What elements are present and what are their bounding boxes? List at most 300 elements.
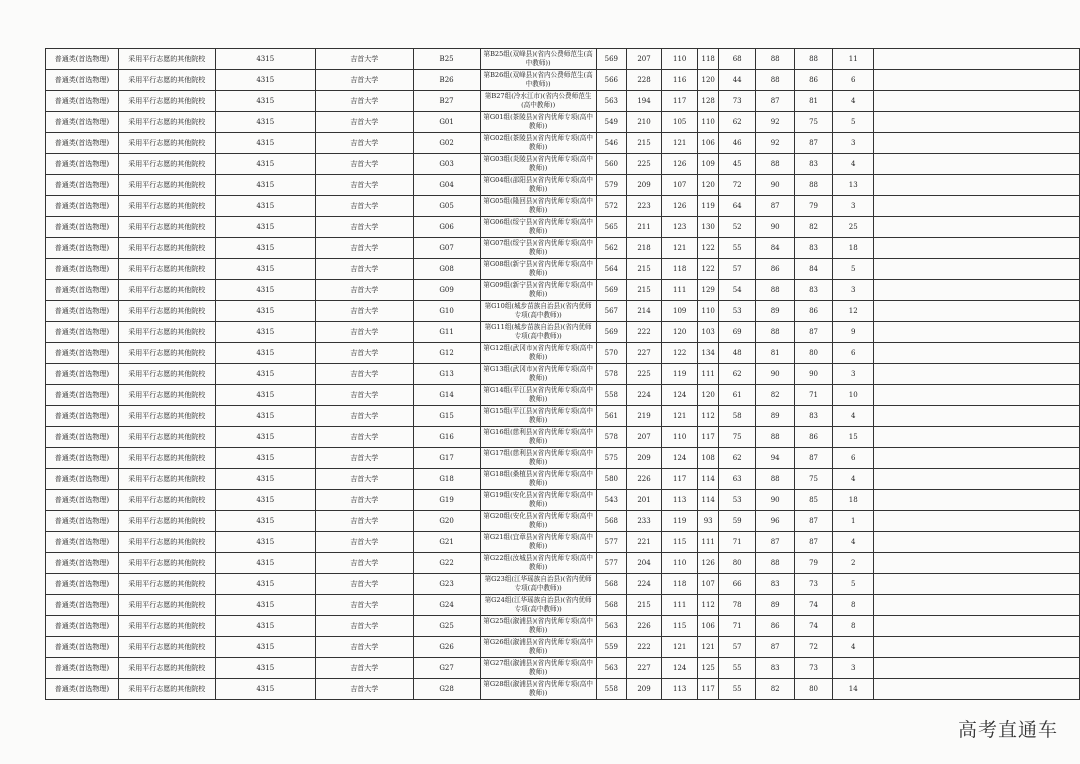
category-cell: 普通类(首选物理) bbox=[46, 553, 119, 574]
group-code-cell: G28 bbox=[413, 679, 480, 700]
school-name-cell: 吉首大学 bbox=[315, 679, 413, 700]
admitted-count-cell: 1 bbox=[833, 511, 874, 532]
batch-cell: 采用平行志愿的其他院校 bbox=[118, 217, 215, 238]
group-name-cell: 第G01组(茶陵县)(省内优师专项(高中教师)) bbox=[480, 112, 596, 133]
school-code-cell: 4315 bbox=[215, 595, 315, 616]
group-code-cell: G13 bbox=[413, 364, 480, 385]
english-score-cell: 110 bbox=[698, 301, 719, 322]
table-row bbox=[46, 301, 1080, 322]
table-row bbox=[46, 553, 1080, 574]
elective2-score-cell: 86 bbox=[795, 427, 833, 448]
group-code-cell: G25 bbox=[413, 616, 480, 637]
school-name-cell: 吉首大学 bbox=[315, 175, 413, 196]
max-score-cell: 563 bbox=[596, 658, 626, 679]
elective2-score-cell: 73 bbox=[795, 574, 833, 595]
admitted-count-cell: 11 bbox=[833, 49, 874, 70]
group-code-cell: G19 bbox=[413, 490, 480, 511]
blank-cell bbox=[874, 658, 1080, 679]
chinese-score-cell: 215 bbox=[626, 133, 661, 154]
school-code-cell: 4315 bbox=[215, 91, 315, 112]
school-name-cell: 吉首大学 bbox=[315, 574, 413, 595]
english-score-cell: 108 bbox=[698, 448, 719, 469]
math-score-cell: 119 bbox=[662, 364, 698, 385]
math-score-cell: 118 bbox=[662, 259, 698, 280]
school-name-cell: 吉首大学 bbox=[315, 364, 413, 385]
blank-cell bbox=[874, 427, 1080, 448]
blank-cell bbox=[874, 322, 1080, 343]
chinese-score-cell: 209 bbox=[626, 448, 661, 469]
elective2-score-cell: 74 bbox=[795, 595, 833, 616]
elective1-score-cell: 87 bbox=[756, 532, 795, 553]
chinese-score-cell: 204 bbox=[626, 553, 661, 574]
math-score-cell: 120 bbox=[662, 322, 698, 343]
blank-cell bbox=[874, 70, 1080, 91]
physics-score-cell: 62 bbox=[719, 112, 756, 133]
group-name-cell: 第G09组(新宁县)(省内优师专项(高中教师)) bbox=[480, 280, 596, 301]
chinese-score-cell: 207 bbox=[626, 49, 661, 70]
batch-cell: 采用平行志愿的其他院校 bbox=[118, 196, 215, 217]
admitted-count-cell: 14 bbox=[833, 679, 874, 700]
category-cell: 普通类(首选物理) bbox=[46, 574, 119, 595]
elective2-score-cell: 87 bbox=[795, 448, 833, 469]
group-name-cell: 第G25组(溆浦县)(省内优师专项(高中教师)) bbox=[480, 616, 596, 637]
admitted-count-cell: 4 bbox=[833, 91, 874, 112]
elective2-score-cell: 71 bbox=[795, 385, 833, 406]
group-name-cell: 第G07组(绥宁县)(省内优师专项(高中教师)) bbox=[480, 238, 596, 259]
admitted-count-cell: 3 bbox=[833, 196, 874, 217]
admitted-count-cell: 13 bbox=[833, 175, 874, 196]
blank-cell bbox=[874, 637, 1080, 658]
batch-cell: 采用平行志愿的其他院校 bbox=[118, 238, 215, 259]
group-name-cell: 第G05组(隆回县)(省内优师专项(高中教师)) bbox=[480, 196, 596, 217]
batch-cell: 采用平行志愿的其他院校 bbox=[118, 679, 215, 700]
school-name-cell: 吉首大学 bbox=[315, 91, 413, 112]
math-score-cell: 118 bbox=[662, 574, 698, 595]
elective2-score-cell: 83 bbox=[795, 406, 833, 427]
table-row bbox=[46, 364, 1080, 385]
elective1-score-cell: 87 bbox=[756, 196, 795, 217]
english-score-cell: 130 bbox=[698, 217, 719, 238]
physics-score-cell: 71 bbox=[719, 532, 756, 553]
max-score-cell: 543 bbox=[596, 490, 626, 511]
batch-cell: 采用平行志愿的其他院校 bbox=[118, 154, 215, 175]
admitted-count-cell: 18 bbox=[833, 490, 874, 511]
group-name-cell: 第G23组(江华瑶族自治县)(省内优师专项(高中教师)) bbox=[480, 574, 596, 595]
max-score-cell: 569 bbox=[596, 322, 626, 343]
physics-score-cell: 53 bbox=[719, 490, 756, 511]
english-score-cell: 119 bbox=[698, 196, 719, 217]
english-score-cell: 111 bbox=[698, 532, 719, 553]
admitted-count-cell: 18 bbox=[833, 238, 874, 259]
group-name-cell: 第G19组(安化县)(省内优师专项(高中教师)) bbox=[480, 490, 596, 511]
chinese-score-cell: 201 bbox=[626, 490, 661, 511]
blank-cell bbox=[874, 511, 1080, 532]
batch-cell: 采用平行志愿的其他院校 bbox=[118, 70, 215, 91]
physics-score-cell: 52 bbox=[719, 217, 756, 238]
category-cell: 普通类(首选物理) bbox=[46, 532, 119, 553]
school-code-cell: 4315 bbox=[215, 196, 315, 217]
elective2-score-cell: 75 bbox=[795, 112, 833, 133]
school-name-cell: 吉首大学 bbox=[315, 511, 413, 532]
elective2-score-cell: 86 bbox=[795, 70, 833, 91]
chinese-score-cell: 207 bbox=[626, 427, 661, 448]
math-score-cell: 113 bbox=[662, 490, 698, 511]
group-code-cell: G12 bbox=[413, 343, 480, 364]
blank-cell bbox=[874, 490, 1080, 511]
blank-cell bbox=[874, 553, 1080, 574]
table-row bbox=[46, 448, 1080, 469]
math-score-cell: 107 bbox=[662, 175, 698, 196]
elective1-score-cell: 90 bbox=[756, 217, 795, 238]
school-code-cell: 4315 bbox=[215, 532, 315, 553]
group-code-cell: G21 bbox=[413, 532, 480, 553]
max-score-cell: 563 bbox=[596, 616, 626, 637]
physics-score-cell: 57 bbox=[719, 637, 756, 658]
chinese-score-cell: 222 bbox=[626, 322, 661, 343]
math-score-cell: 124 bbox=[662, 658, 698, 679]
school-code-cell: 4315 bbox=[215, 469, 315, 490]
english-score-cell: 110 bbox=[698, 112, 719, 133]
group-code-cell: G09 bbox=[413, 280, 480, 301]
chinese-score-cell: 215 bbox=[626, 595, 661, 616]
table-row bbox=[46, 511, 1080, 532]
group-name-cell: 第B27组(冷水江市)(省内公费师范生(高中教师)) bbox=[480, 91, 596, 112]
group-code-cell: B25 bbox=[413, 49, 480, 70]
category-cell: 普通类(首选物理) bbox=[46, 385, 119, 406]
table-row bbox=[46, 91, 1080, 112]
math-score-cell: 105 bbox=[662, 112, 698, 133]
category-cell: 普通类(首选物理) bbox=[46, 91, 119, 112]
blank-cell bbox=[874, 469, 1080, 490]
physics-score-cell: 78 bbox=[719, 595, 756, 616]
school-name-cell: 吉首大学 bbox=[315, 322, 413, 343]
elective1-score-cell: 90 bbox=[756, 364, 795, 385]
elective2-score-cell: 87 bbox=[795, 322, 833, 343]
elective2-score-cell: 86 bbox=[795, 301, 833, 322]
blank-cell bbox=[874, 133, 1080, 154]
max-score-cell: 572 bbox=[596, 196, 626, 217]
group-code-cell: G16 bbox=[413, 427, 480, 448]
batch-cell: 采用平行志愿的其他院校 bbox=[118, 616, 215, 637]
school-code-cell: 4315 bbox=[215, 70, 315, 91]
category-cell: 普通类(首选物理) bbox=[46, 490, 119, 511]
group-code-cell: G22 bbox=[413, 553, 480, 574]
elective2-score-cell: 81 bbox=[795, 91, 833, 112]
blank-cell bbox=[874, 196, 1080, 217]
table-row bbox=[46, 616, 1080, 637]
school-name-cell: 吉首大学 bbox=[315, 406, 413, 427]
english-score-cell: 126 bbox=[698, 553, 719, 574]
max-score-cell: 565 bbox=[596, 217, 626, 238]
group-code-cell: G03 bbox=[413, 154, 480, 175]
physics-score-cell: 58 bbox=[719, 406, 756, 427]
group-name-cell: 第G24组(江华瑶族自治县)(省内优师专项(高中教师)) bbox=[480, 595, 596, 616]
school-name-cell: 吉首大学 bbox=[315, 112, 413, 133]
table-row bbox=[46, 427, 1080, 448]
school-name-cell: 吉首大学 bbox=[315, 280, 413, 301]
max-score-cell: 569 bbox=[596, 280, 626, 301]
admitted-count-cell: 12 bbox=[833, 301, 874, 322]
group-code-cell: G15 bbox=[413, 406, 480, 427]
batch-cell: 采用平行志愿的其他院校 bbox=[118, 469, 215, 490]
elective2-score-cell: 79 bbox=[795, 553, 833, 574]
chinese-score-cell: 227 bbox=[626, 658, 661, 679]
category-cell: 普通类(首选物理) bbox=[46, 511, 119, 532]
english-score-cell: 120 bbox=[698, 70, 719, 91]
max-score-cell: 568 bbox=[596, 595, 626, 616]
category-cell: 普通类(首选物理) bbox=[46, 595, 119, 616]
admitted-count-cell: 6 bbox=[833, 70, 874, 91]
elective2-score-cell: 80 bbox=[795, 679, 833, 700]
group-code-cell: G17 bbox=[413, 448, 480, 469]
chinese-score-cell: 223 bbox=[626, 196, 661, 217]
max-score-cell: 563 bbox=[596, 91, 626, 112]
group-name-cell: 第G14组(平江县)(省内优师专项(高中教师)) bbox=[480, 385, 596, 406]
max-score-cell: 577 bbox=[596, 532, 626, 553]
math-score-cell: 126 bbox=[662, 154, 698, 175]
table-row bbox=[46, 196, 1080, 217]
elective1-score-cell: 82 bbox=[756, 385, 795, 406]
english-score-cell: 93 bbox=[698, 511, 719, 532]
blank-cell bbox=[874, 217, 1080, 238]
chinese-score-cell: 219 bbox=[626, 406, 661, 427]
group-name-cell: 第G21组(宜章县)(省内优师专项(高中教师)) bbox=[480, 532, 596, 553]
physics-score-cell: 73 bbox=[719, 91, 756, 112]
blank-cell bbox=[874, 238, 1080, 259]
table-row bbox=[46, 406, 1080, 427]
category-cell: 普通类(首选物理) bbox=[46, 406, 119, 427]
physics-score-cell: 62 bbox=[719, 364, 756, 385]
school-name-cell: 吉首大学 bbox=[315, 532, 413, 553]
max-score-cell: 575 bbox=[596, 448, 626, 469]
chinese-score-cell: 209 bbox=[626, 679, 661, 700]
elective2-score-cell: 83 bbox=[795, 154, 833, 175]
school-code-cell: 4315 bbox=[215, 133, 315, 154]
school-code-cell: 4315 bbox=[215, 217, 315, 238]
english-score-cell: 112 bbox=[698, 406, 719, 427]
school-name-cell: 吉首大学 bbox=[315, 490, 413, 511]
chinese-score-cell: 224 bbox=[626, 574, 661, 595]
max-score-cell: 559 bbox=[596, 637, 626, 658]
blank-cell bbox=[874, 280, 1080, 301]
category-cell: 普通类(首选物理) bbox=[46, 175, 119, 196]
physics-score-cell: 61 bbox=[719, 385, 756, 406]
school-code-cell: 4315 bbox=[215, 322, 315, 343]
category-cell: 普通类(首选物理) bbox=[46, 637, 119, 658]
school-code-cell: 4315 bbox=[215, 553, 315, 574]
elective1-score-cell: 90 bbox=[756, 490, 795, 511]
elective1-score-cell: 87 bbox=[756, 91, 795, 112]
chinese-score-cell: 226 bbox=[626, 469, 661, 490]
max-score-cell: 561 bbox=[596, 406, 626, 427]
chinese-score-cell: 218 bbox=[626, 238, 661, 259]
elective2-score-cell: 87 bbox=[795, 532, 833, 553]
blank-cell bbox=[874, 406, 1080, 427]
english-score-cell: 117 bbox=[698, 427, 719, 448]
blank-cell bbox=[874, 574, 1080, 595]
category-cell: 普通类(首选物理) bbox=[46, 616, 119, 637]
table-row bbox=[46, 532, 1080, 553]
elective1-score-cell: 89 bbox=[756, 406, 795, 427]
blank-cell bbox=[874, 301, 1080, 322]
physics-score-cell: 57 bbox=[719, 259, 756, 280]
elective2-score-cell: 90 bbox=[795, 364, 833, 385]
elective1-score-cell: 88 bbox=[756, 280, 795, 301]
group-name-cell: 第G13组(武冈市)(省内优师专项(高中教师)) bbox=[480, 364, 596, 385]
chinese-score-cell: 215 bbox=[626, 259, 661, 280]
category-cell: 普通类(首选物理) bbox=[46, 196, 119, 217]
group-code-cell: G05 bbox=[413, 196, 480, 217]
chinese-score-cell: 215 bbox=[626, 280, 661, 301]
english-score-cell: 129 bbox=[698, 280, 719, 301]
admitted-count-cell: 8 bbox=[833, 595, 874, 616]
elective2-score-cell: 73 bbox=[795, 658, 833, 679]
physics-score-cell: 48 bbox=[719, 343, 756, 364]
school-code-cell: 4315 bbox=[215, 112, 315, 133]
chinese-score-cell: 214 bbox=[626, 301, 661, 322]
max-score-cell: 569 bbox=[596, 49, 626, 70]
school-name-cell: 吉首大学 bbox=[315, 385, 413, 406]
table-row bbox=[46, 175, 1080, 196]
max-score-cell: 579 bbox=[596, 175, 626, 196]
table-row bbox=[46, 112, 1080, 133]
elective2-score-cell: 79 bbox=[795, 196, 833, 217]
group-name-cell: 第G02组(茶陵县)(省内优师专项(高中教师)) bbox=[480, 133, 596, 154]
blank-cell bbox=[874, 616, 1080, 637]
group-name-cell: 第G28组(溆浦县)(省内优师专项(高中教师)) bbox=[480, 679, 596, 700]
physics-score-cell: 68 bbox=[719, 49, 756, 70]
batch-cell: 采用平行志愿的其他院校 bbox=[118, 322, 215, 343]
physics-score-cell: 45 bbox=[719, 154, 756, 175]
english-score-cell: 114 bbox=[698, 490, 719, 511]
watermark: 高考直通车 bbox=[957, 719, 1058, 741]
category-cell: 普通类(首选物理) bbox=[46, 49, 119, 70]
school-name-cell: 吉首大学 bbox=[315, 133, 413, 154]
max-score-cell: 568 bbox=[596, 574, 626, 595]
school-name-cell: 吉首大学 bbox=[315, 553, 413, 574]
math-score-cell: 126 bbox=[662, 196, 698, 217]
physics-score-cell: 75 bbox=[719, 427, 756, 448]
math-score-cell: 113 bbox=[662, 679, 698, 700]
table-row bbox=[46, 70, 1080, 91]
english-score-cell: 120 bbox=[698, 385, 719, 406]
group-name-cell: 第G17组(慈利县)(省内优师专项(高中教师)) bbox=[480, 448, 596, 469]
table-row bbox=[46, 133, 1080, 154]
admitted-count-cell: 6 bbox=[833, 343, 874, 364]
elective2-score-cell: 85 bbox=[795, 490, 833, 511]
school-name-cell: 吉首大学 bbox=[315, 238, 413, 259]
elective2-score-cell: 83 bbox=[795, 238, 833, 259]
table-row bbox=[46, 238, 1080, 259]
chinese-score-cell: 226 bbox=[626, 616, 661, 637]
elective1-score-cell: 86 bbox=[756, 259, 795, 280]
school-name-cell: 吉首大学 bbox=[315, 469, 413, 490]
school-name-cell: 吉首大学 bbox=[315, 595, 413, 616]
group-code-cell: B26 bbox=[413, 70, 480, 91]
chinese-score-cell: 227 bbox=[626, 343, 661, 364]
physics-score-cell: 69 bbox=[719, 322, 756, 343]
batch-cell: 采用平行志愿的其他院校 bbox=[118, 280, 215, 301]
math-score-cell: 121 bbox=[662, 406, 698, 427]
category-cell: 普通类(首选物理) bbox=[46, 322, 119, 343]
school-code-cell: 4315 bbox=[215, 448, 315, 469]
math-score-cell: 121 bbox=[662, 238, 698, 259]
category-cell: 普通类(首选物理) bbox=[46, 343, 119, 364]
school-code-cell: 4315 bbox=[215, 511, 315, 532]
school-code-cell: 4315 bbox=[215, 301, 315, 322]
group-name-cell: 第G16组(慈利县)(省内优师专项(高中教师)) bbox=[480, 427, 596, 448]
elective2-score-cell: 80 bbox=[795, 343, 833, 364]
elective1-score-cell: 88 bbox=[756, 49, 795, 70]
elective1-score-cell: 84 bbox=[756, 238, 795, 259]
max-score-cell: 580 bbox=[596, 469, 626, 490]
school-code-cell: 4315 bbox=[215, 616, 315, 637]
elective2-score-cell: 75 bbox=[795, 469, 833, 490]
group-name-cell: 第G22组(汝城县)(省内优师专项(高中教师)) bbox=[480, 553, 596, 574]
group-name-cell: 第G18组(桑植县)(省内优师专项(高中教师)) bbox=[480, 469, 596, 490]
batch-cell: 采用平行志愿的其他院校 bbox=[118, 49, 215, 70]
chinese-score-cell: 210 bbox=[626, 112, 661, 133]
english-score-cell: 112 bbox=[698, 595, 719, 616]
school-name-cell: 吉首大学 bbox=[315, 70, 413, 91]
batch-cell: 采用平行志愿的其他院校 bbox=[118, 175, 215, 196]
admitted-count-cell: 25 bbox=[833, 217, 874, 238]
group-code-cell: B27 bbox=[413, 91, 480, 112]
elective2-score-cell: 87 bbox=[795, 133, 833, 154]
blank-cell bbox=[874, 259, 1080, 280]
group-name-cell: 第B26组(双峰县)(省内公费师范生(高中教师)) bbox=[480, 70, 596, 91]
school-code-cell: 4315 bbox=[215, 574, 315, 595]
school-name-cell: 吉首大学 bbox=[315, 343, 413, 364]
group-name-cell: 第G11组(城步苗族自治县)(省内优师专项(高中教师)) bbox=[480, 322, 596, 343]
math-score-cell: 119 bbox=[662, 511, 698, 532]
blank-cell bbox=[874, 595, 1080, 616]
english-score-cell: 128 bbox=[698, 91, 719, 112]
chinese-score-cell: 221 bbox=[626, 532, 661, 553]
category-cell: 普通类(首选物理) bbox=[46, 133, 119, 154]
table-row bbox=[46, 490, 1080, 511]
elective1-score-cell: 89 bbox=[756, 595, 795, 616]
school-code-cell: 4315 bbox=[215, 364, 315, 385]
elective1-score-cell: 89 bbox=[756, 301, 795, 322]
english-score-cell: 121 bbox=[698, 637, 719, 658]
school-name-cell: 吉首大学 bbox=[315, 49, 413, 70]
math-score-cell: 124 bbox=[662, 385, 698, 406]
physics-score-cell: 62 bbox=[719, 448, 756, 469]
admitted-count-cell: 5 bbox=[833, 574, 874, 595]
category-cell: 普通类(首选物理) bbox=[46, 259, 119, 280]
blank-cell bbox=[874, 154, 1080, 175]
math-score-cell: 121 bbox=[662, 133, 698, 154]
english-score-cell: 134 bbox=[698, 343, 719, 364]
elective1-score-cell: 88 bbox=[756, 70, 795, 91]
chinese-score-cell: 228 bbox=[626, 70, 661, 91]
batch-cell: 采用平行志愿的其他院校 bbox=[118, 658, 215, 679]
elective2-score-cell: 87 bbox=[795, 511, 833, 532]
school-code-cell: 4315 bbox=[215, 175, 315, 196]
physics-score-cell: 44 bbox=[719, 70, 756, 91]
school-name-cell: 吉首大学 bbox=[315, 658, 413, 679]
group-code-cell: G11 bbox=[413, 322, 480, 343]
school-name-cell: 吉首大学 bbox=[315, 301, 413, 322]
chinese-score-cell: 224 bbox=[626, 385, 661, 406]
category-cell: 普通类(首选物理) bbox=[46, 280, 119, 301]
physics-score-cell: 46 bbox=[719, 133, 756, 154]
school-code-cell: 4315 bbox=[215, 259, 315, 280]
elective2-score-cell: 82 bbox=[795, 217, 833, 238]
elective1-score-cell: 83 bbox=[756, 574, 795, 595]
elective1-score-cell: 82 bbox=[756, 679, 795, 700]
